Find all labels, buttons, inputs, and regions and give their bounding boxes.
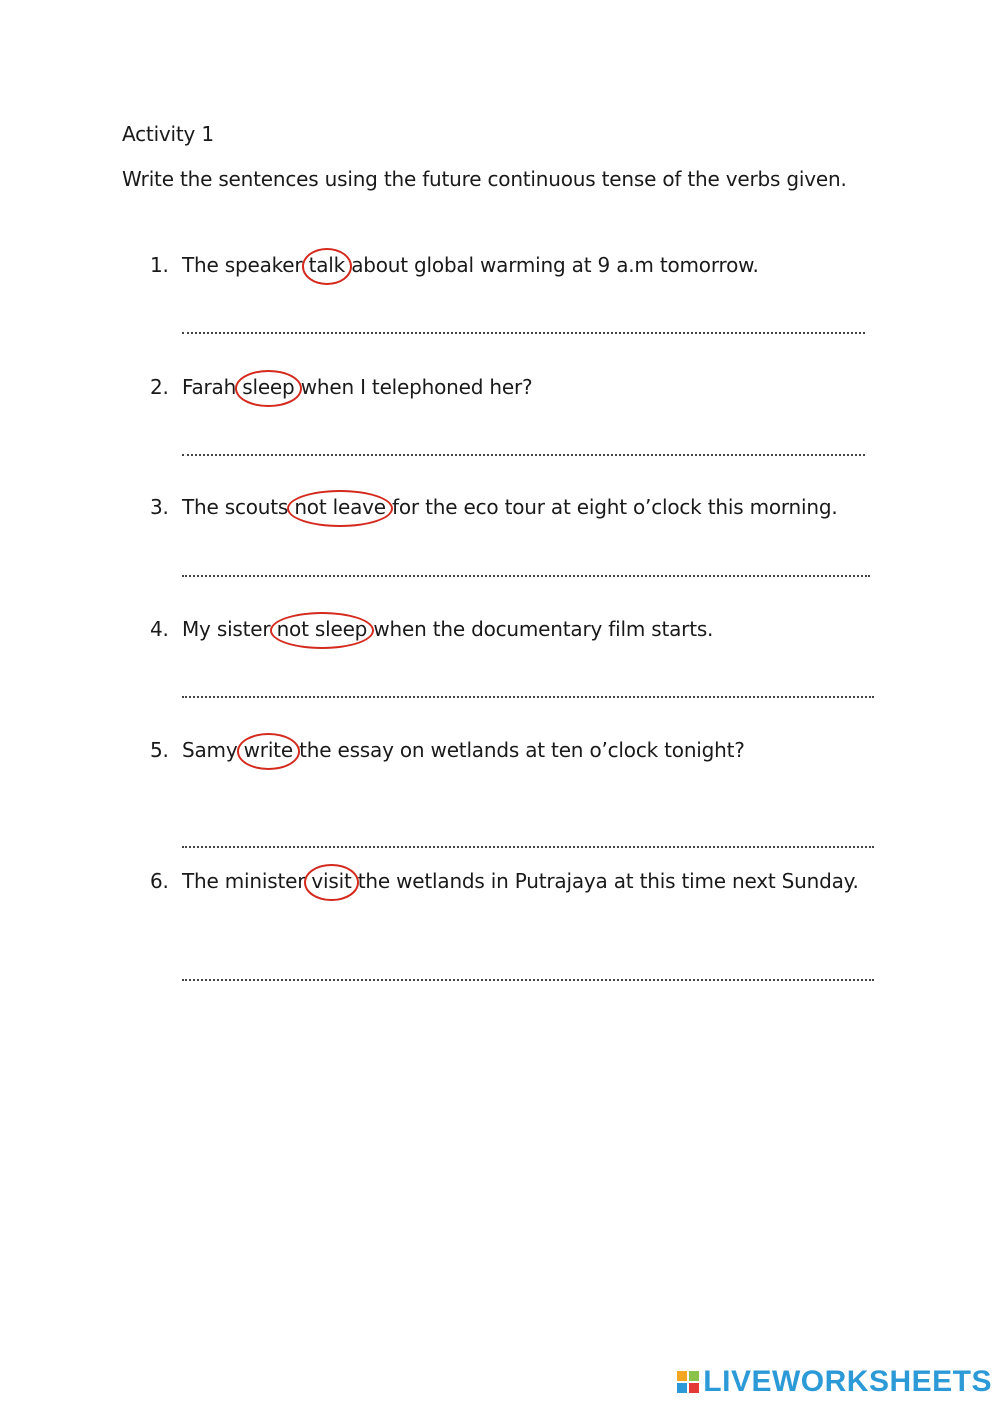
question-text-after: when the documentary film starts.	[367, 617, 714, 641]
question-number: 3.	[150, 495, 169, 519]
question-text-before: Farah	[182, 375, 243, 399]
question-text-before: The speaker	[182, 253, 309, 277]
question-text-before: Samy	[182, 738, 244, 762]
answer-line[interactable]	[182, 332, 865, 334]
activity-heading: Activity 1	[122, 122, 214, 146]
question-number: 2.	[150, 375, 169, 399]
question-text-after: when I telephoned her?	[294, 375, 533, 399]
question-text-after: about global warming at 9 a.m tomorrow.	[345, 253, 759, 277]
circled-verb: visit	[311, 869, 352, 893]
question-number: 1.	[150, 253, 169, 277]
question-text-after: for the eco tour at eight o’clock this morning.	[385, 495, 838, 519]
answer-line[interactable]	[182, 846, 874, 848]
instruction-text: Write the sentences using the future continuous tense of the verbs given.	[122, 167, 847, 191]
brand-text: LIVEWORKSHEETS	[703, 1365, 992, 1398]
question-text-before: The scouts	[182, 495, 295, 519]
question-item	[150, 617, 713, 641]
question-item	[150, 869, 859, 893]
liveworksheets-logo-icon	[677, 1371, 699, 1393]
answer-line[interactable]	[182, 979, 874, 981]
circled-verb: talk	[308, 253, 346, 277]
question-text-before: The minister	[182, 869, 312, 893]
question-item	[150, 495, 838, 519]
circled-verb: not sleep	[276, 617, 368, 641]
question-number: 5.	[150, 738, 169, 762]
circled-verb: not leave	[294, 495, 386, 519]
answer-line[interactable]	[182, 696, 874, 698]
answer-line[interactable]	[182, 454, 865, 456]
liveworksheets-brand[interactable]	[677, 1365, 992, 1399]
question-item	[150, 375, 532, 399]
circled-verb: write	[243, 738, 293, 762]
question-item	[150, 738, 745, 762]
question-text-after: the wetlands in Putrajaya at this time next Sunday.	[351, 869, 859, 893]
question-number: 6.	[150, 869, 169, 893]
question-number: 4.	[150, 617, 169, 641]
question-text-before: My sister	[182, 617, 277, 641]
circled-verb: sleep	[242, 375, 295, 399]
answer-line[interactable]	[182, 575, 870, 577]
question-item	[150, 253, 759, 277]
question-text-after: the essay on wetlands at ten o’clock tonight?	[292, 738, 745, 762]
